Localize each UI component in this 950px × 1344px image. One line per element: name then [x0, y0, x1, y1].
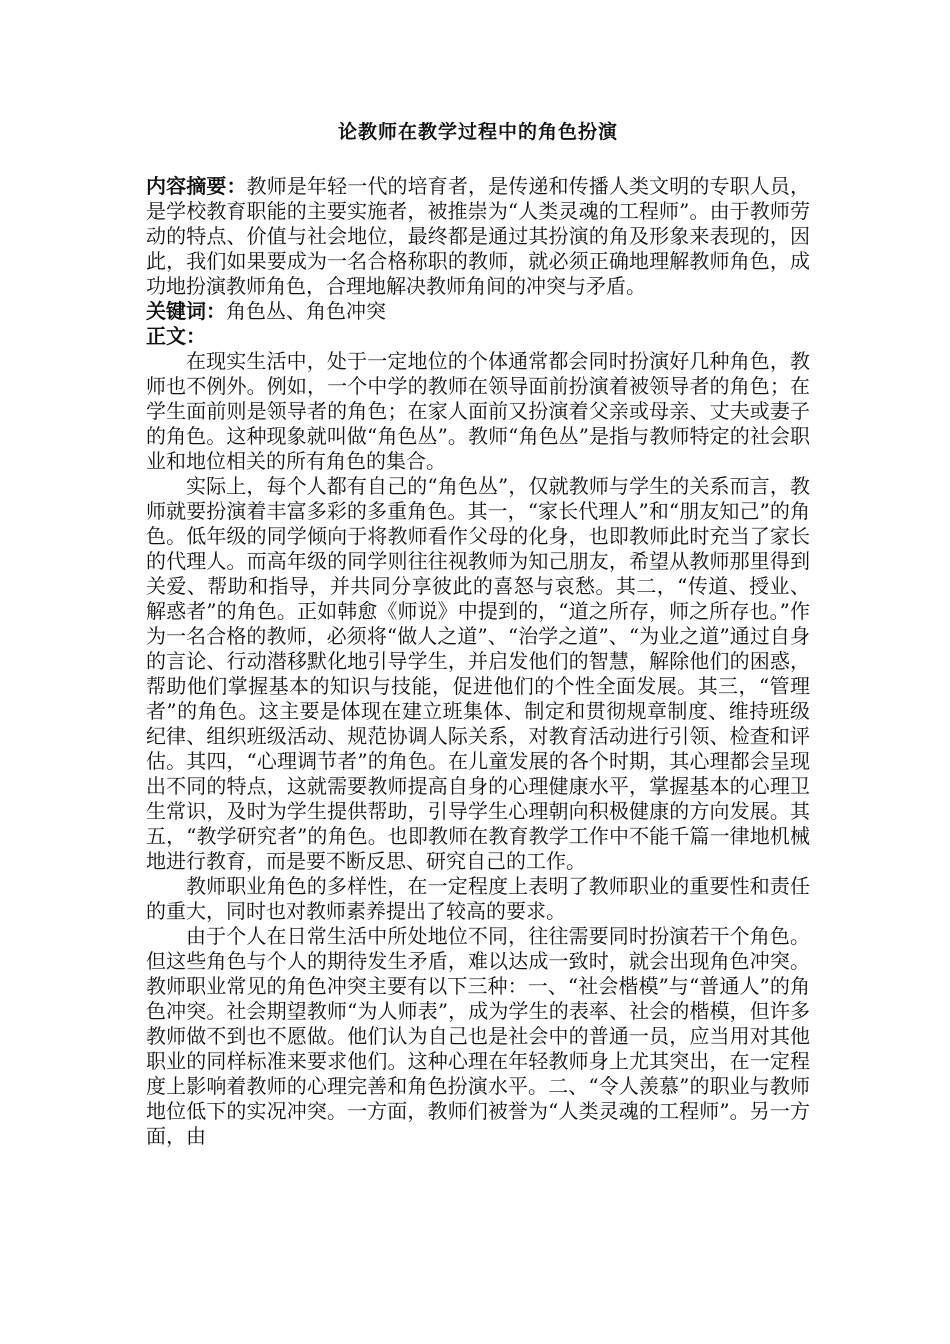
body-paragraph-3: 教师职业角色的多样性，在一定程度上表明了教师职业的重要性和责任的重大，同时也对教师素养提出了较高的要求。 [146, 874, 810, 923]
abstract-label: 内容摘要： [146, 174, 247, 198]
abstract-text: 教师是年轻一代的培育者，是传递和传播人类文明的专职人员，是学校教育职能的主要实施者，被推崇为“人类灵魂的工程师”。由于教师劳动的特点、价值与社会地位，最终都是通过其扮演的角及形象来表现的，因此，我们如果要成为一名合格称职的教师，就必须正确地理解教师角色，成功地扮演教师角色，合理地解决教师角间的冲突与矛盾。 [146, 174, 810, 298]
document-title: 论教师在教学过程中的角色扮演 [337, 121, 618, 143]
body-heading: 正文： [146, 324, 206, 348]
body-paragraph-4: 由于个人在日常生活中所处地位不同，往往需要同时扮演若干个角色。但这些角色与个人的期待发生矛盾，难以达成一致时，就会出现角色冲突。教师职业常见的角色冲突主要有以下三种：一、“社会楷模”与“普通人”的角色冲突。社会期望教师“为人师表”，成为学生的表率、社会的楷模，但许多教师做不到也不愿做。他们认为自己也是社会中的普通一员，应当用对其他职业的同样标准来要求他们。这种心理在年轻教师身上尤其突出，在一定程度上影响着教师的心理完善和角色扮演水平。二、“令人羡慕”的职业与教师地位低下的实况冲突。一方面，教师们被誉为“人类灵魂的工程师”。另一方面，由 [146, 924, 810, 1148]
keywords-text: 角色丛、角色冲突 [226, 299, 386, 323]
body-paragraph-2: 实际上，每个人都有自己的“角色丛”，仅就教师与学生的关系而言，教师就要扮演着丰富多彩的多重角色。其一，“家长代理人”和“朋友知己”的角色。低年级的同学倾向于将教师看作父母的化身，也即教师此时充当了家长的代理人。而高年级的同学则往往视教师为知己朋友，希望从教师那里得到关爱、帮助和指导，并共同分享彼此的喜怒与哀愁。其二，“传道、授业、解惑者”的角色。正如韩愈《师说》中提到的，“道之所存，师之所存也。”作为一名合格的教师，必须将“做人之道”、“治学之道”、“为业之道”通过自身的言论、行动潜移默化地引导学生，并启发他们的智慧，解除他们的困惑，帮助他们掌握基本的知识与技能，促进他们的个性全面发展。其三，“管理者”的角色。这主要是体现在建立班集体、制定和贯彻规章制度、维持班级纪律、组织班级活动、规范协调人际关系，对教育活动进行引领、检查和评估。其四，“心理调节者”的角色。在儿童发展的各个时期，其心理都会呈现出不同的特点，这就需要教师提高自身的心理健康水平，掌握基本的心理卫生常识，及时为学生提供帮助，引导学生心理朝向积极健康的方向发展。其五，“教学研究者”的角色。也即教师在教育教学工作中不能千篇一律地机械地进行教育，而是要不断反思、研究自己的工作。 [146, 474, 810, 873]
body-paragraph-1: 在现实生活中，处于一定地位的个体通常都会同时扮演好几种角色，教师也不例外。例如，一个中学的教师在领导面前扮演着被领导者的角色；在学生面前则是领导者的角色；在家人面前又扮演着父亲或母亲、丈夫或妻子的角色。这种现象就叫做“角色丛”。教师“角色丛”是指与教师特定的社会职业和地位相关的所有角色的集合。 [146, 349, 810, 473]
keywords-label: 关键词： [146, 299, 226, 323]
document-page [146, 118, 810, 1149]
keywords-line [146, 299, 810, 324]
abstract-paragraph [146, 174, 810, 299]
